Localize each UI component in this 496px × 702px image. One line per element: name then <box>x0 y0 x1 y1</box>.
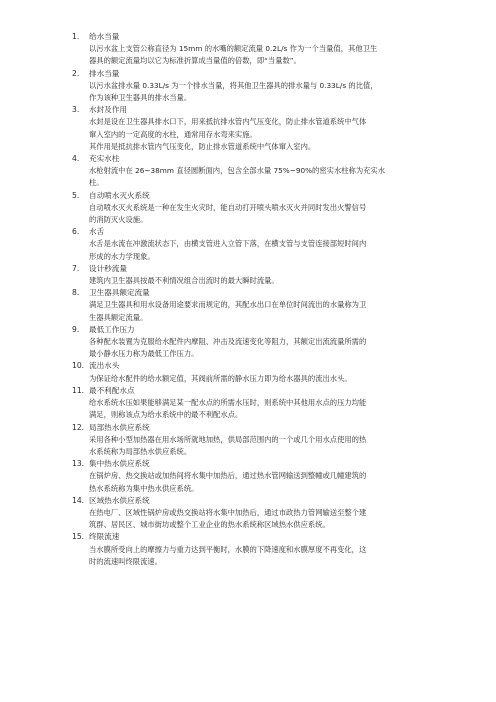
definition-body <box>89 299 427 323</box>
body-line: 满足卫生器具和用水设备用途要求而规定的，其配水出口在单位时间流出的水量称为卫 <box>89 300 367 310</box>
body-line: 器具的额定流量均以它为标准折算成当量值的倍数，即“当量数”。 <box>89 56 301 66</box>
definition-body <box>89 507 427 531</box>
body-line: 的消防灭火设施。 <box>89 215 148 225</box>
body-line: 柱。 <box>89 178 104 188</box>
term-title: 设计秒流量 <box>89 263 127 273</box>
item-number: 5. <box>72 190 80 200</box>
definition-body <box>89 373 427 385</box>
definition-heading <box>72 153 427 165</box>
body-line: 筑群、居民区、城市街坊或整个工业企业的热水系统称区域热水供应系统。 <box>89 520 330 530</box>
term-title: 水舌 <box>89 227 105 237</box>
body-line: 窜入室内的一定高度的水柱，通常用存水弯来实施。 <box>89 129 257 139</box>
definition-item <box>72 68 427 105</box>
body-line: 水系统称为局部热水供应系统。 <box>89 446 192 456</box>
definition-item <box>72 360 427 384</box>
definition-body <box>89 238 427 262</box>
definition-heading <box>72 226 427 238</box>
definition-item <box>72 458 427 495</box>
item-number: 14. <box>72 495 85 505</box>
term-title: 水封及作用 <box>89 105 127 115</box>
body-line: 时的流速叫终限流速。 <box>89 556 162 566</box>
body-line: 自动喷水灭火系统是一种在发生火灾时，能自动打开喷头喷水灭火并同时发出火警信号 <box>89 202 367 212</box>
body-line: 以污水盆上支管公称直径为 15mm 的水嘴的额定流量 0.2L/s 作为一个当量值，其他卫生 <box>89 44 378 54</box>
body-line: 热水系统称为集中热水供应系统。 <box>89 483 199 493</box>
term-title: 卫生器具额定流量 <box>89 288 150 298</box>
body-line: 在热电厂、区域性锅炉房或热交换站将水集中加热后，通过市政热力管网输送至整个建 <box>89 507 367 517</box>
definition-body <box>89 165 427 189</box>
body-line: 其作用是抵抗排水管内气压变化，防止排水管道系统中气体窜入室内。 <box>89 141 316 151</box>
body-line: 作为该种卫生器具的排水当量。 <box>89 93 192 103</box>
definition-heading <box>72 360 427 372</box>
definition-heading <box>72 324 427 336</box>
definition-body <box>89 275 427 287</box>
term-title: 终限流速 <box>89 532 120 542</box>
definition-item <box>72 531 427 568</box>
definition-item <box>72 495 427 532</box>
definition-item <box>72 324 427 361</box>
body-line: 水封是设在卫生器具排水口下，用来抵抗排水管内气压变化，防止排水管道系统中气体 <box>89 117 367 127</box>
item-number: 10. <box>72 361 85 371</box>
definition-body <box>89 434 427 458</box>
term-title: 区域热水供应系统 <box>89 495 150 505</box>
definition-body <box>89 80 427 104</box>
body-line: 满足，则称该点为给水系统中的最不利配水点。 <box>89 410 243 420</box>
term-title: 排水当量 <box>89 68 120 78</box>
definition-body <box>89 336 427 360</box>
term-title: 局部热水供应系统 <box>89 422 150 432</box>
body-line: 采用各种小型加热器在用水场所就地加热，供局部范围内的一个或几个用水点使用的热 <box>89 434 367 444</box>
item-number: 15. <box>72 532 85 542</box>
document-page <box>72 31 427 568</box>
definition-item <box>72 385 427 422</box>
body-line: 当水膜所受向上的摩擦力与重力达到平衡时，水膜的下降速度和水膜厚度不再变化，这 <box>89 544 367 554</box>
definition-body <box>89 202 427 226</box>
definition-item <box>72 226 427 263</box>
item-number: 13. <box>72 459 85 469</box>
term-title: 集中热水供应系统 <box>89 459 150 469</box>
body-line: 形成的水力学现象。 <box>89 251 155 261</box>
definition-body <box>89 116 427 153</box>
definition-heading <box>72 104 427 116</box>
body-line: 水枪射流中在 26~38mm 直径圆断面内，包含全部水量 75%~90%的密实水柱称为充实水 <box>89 166 386 176</box>
body-line: 在锅炉房、热交换站或加热间将水集中加热后，通过热水管网输送到整幢或几幢建筑的 <box>89 471 367 481</box>
term-title: 给水当量 <box>89 32 120 41</box>
item-number: 11. <box>72 385 85 395</box>
definition-item <box>72 422 427 459</box>
definition-heading <box>72 190 427 202</box>
item-number: 8. <box>72 288 80 298</box>
term-title: 自动喷水灭火系统 <box>89 190 150 200</box>
body-line: 水舌是水流在冲激流状态下，由横支管进入立管下落，在横支管与支管连接部短时间内 <box>89 239 367 249</box>
definition-heading <box>72 68 427 80</box>
definition-body <box>89 470 427 494</box>
body-line: 为保证给水配件的给水额定值，其阀前所需的静水压力即为给水器具的流出水头。 <box>89 373 352 383</box>
item-number: 1. <box>72 32 80 41</box>
definition-heading <box>72 495 427 507</box>
item-number: 2. <box>72 68 80 78</box>
definition-heading <box>72 385 427 397</box>
term-title: 最低工作压力 <box>89 324 135 334</box>
definition-item <box>72 31 427 68</box>
body-line: 给水系统水压如果能够满足某一配水点的所需水压时，则系统中其他用水点的压力均能 <box>89 398 367 408</box>
definition-body <box>89 544 427 568</box>
body-line: 以污水盆排水量 0.33L/s 为一个排水当量，将其他卫生器具的排水量与 0.33L/s 的比值， <box>89 80 378 90</box>
definition-item <box>72 190 427 227</box>
definition-heading <box>72 287 427 299</box>
item-number: 7. <box>72 263 80 273</box>
body-line: 建筑内卫生器具按最不利情况组合出流时的最大瞬时流量。 <box>89 276 279 286</box>
item-number: 12. <box>72 422 85 432</box>
definition-heading <box>72 458 427 470</box>
definition-heading <box>72 31 427 43</box>
body-line: 最小静水压力称为最低工作压力。 <box>89 349 199 359</box>
body-line: 各种配水装置为克服给水配件内摩阻、冲击及流速变化等阻力，其额定出流流量所需的 <box>89 337 367 347</box>
term-title: 最不利配水点 <box>89 385 135 395</box>
item-number: 9. <box>72 324 80 334</box>
definition-item <box>72 263 427 287</box>
definition-heading <box>72 263 427 275</box>
definition-item <box>72 287 427 324</box>
definition-body <box>89 43 427 67</box>
definition-heading <box>72 422 427 434</box>
definition-item <box>72 153 427 190</box>
body-line: 生器具额定流量。 <box>89 312 148 322</box>
term-title: 充实水柱 <box>89 154 120 164</box>
item-number: 4. <box>72 154 80 164</box>
definition-heading <box>72 531 427 543</box>
definition-body <box>89 397 427 421</box>
term-title: 流出水头 <box>89 361 120 371</box>
definition-item <box>72 104 427 153</box>
item-number: 3. <box>72 105 80 115</box>
item-number: 6. <box>72 227 80 237</box>
